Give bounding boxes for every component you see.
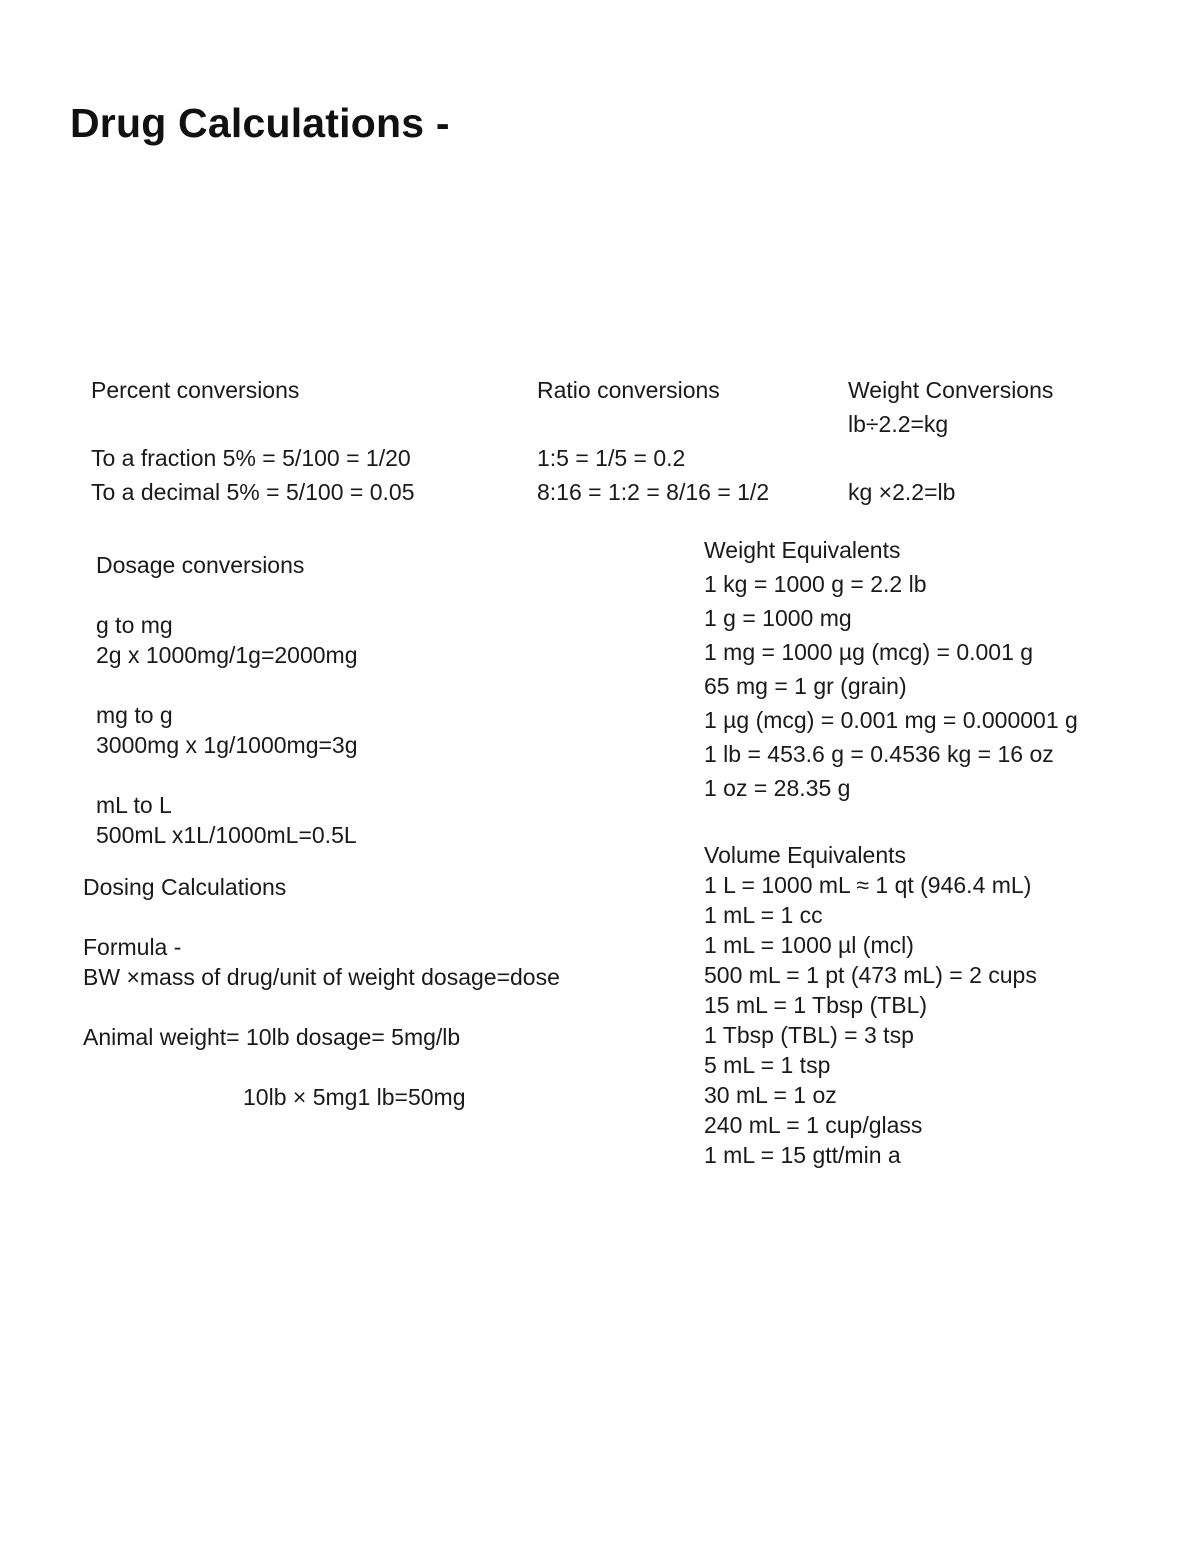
volume-equivalents-section	[704, 840, 1037, 1170]
dosing-calculations-section	[83, 872, 560, 1112]
weight-equivalent-item: 1 g = 1000 mg	[704, 605, 852, 631]
dosing-formula: BW ×mass of drug/unit of weight dosage=dose	[83, 964, 560, 990]
volume-equivalent-item: 1 Tbsp (TBL) = 3 tsp	[704, 1022, 914, 1048]
volume-equivalents-heading: Volume Equivalents	[704, 842, 907, 868]
weight-equivalents-heading: Weight Equivalents	[704, 537, 901, 563]
ratio-conversions-section	[537, 373, 769, 509]
volume-equivalent-item: 1 mL = 15 gtt/min a	[704, 1142, 901, 1168]
dosage-conversions-heading: Dosage conversions	[96, 552, 305, 578]
page-title: Drug Calculations -	[70, 100, 450, 146]
volume-equivalent-item: 5 mL = 1 tsp	[704, 1052, 831, 1078]
percent-to-fraction: To a fraction 5% = 5/100 = 1/20	[91, 445, 411, 471]
ml-to-l-label: mL to L	[96, 792, 172, 818]
lb-to-kg: lb÷2.2=kg	[848, 411, 949, 437]
volume-equivalent-item: 30 mL = 1 oz	[704, 1082, 837, 1108]
weight-equivalent-item: 1 µg (mcg) = 0.001 mg = 0.000001 g	[704, 707, 1078, 733]
ratio-line-1: 1:5 = 1/5 = 0.2	[537, 445, 686, 471]
volume-equivalent-item: 1 mL = 1 cc	[704, 902, 823, 928]
mg-to-g-example: 3000mg x 1g/1000mg=3g	[96, 732, 358, 758]
volume-equivalent-item: 1 L = 1000 mL ≈ 1 qt (946.4 mL)	[704, 872, 1032, 898]
percent-to-decimal: To a decimal 5% = 5/100 = 0.05	[91, 479, 415, 505]
ratio-conversions-heading: Ratio conversions	[537, 377, 720, 403]
weight-equivalent-item: 1 mg = 1000 µg (mcg) = 0.001 g	[704, 639, 1034, 665]
weight-equivalent-item: 65 mg = 1 gr (grain)	[704, 673, 907, 699]
weight-equivalent-item: 1 lb = 453.6 g = 0.4536 kg = 16 oz	[704, 741, 1054, 767]
formula-label: Formula -	[83, 934, 182, 960]
dosing-example: Animal weight= 10lb dosage= 5mg/lb	[83, 1024, 461, 1050]
g-to-mg-example: 2g x 1000mg/1g=2000mg	[96, 642, 358, 668]
volume-equivalent-item: 1 mL = 1000 µl (mcl)	[704, 932, 914, 958]
volume-equivalent-item: 240 mL = 1 cup/glass	[704, 1112, 923, 1138]
mg-to-g-label: mg to g	[96, 702, 173, 728]
volume-equivalent-item: 500 mL = 1 pt (473 mL) = 2 cups	[704, 962, 1037, 988]
percent-conversions-section	[91, 373, 415, 509]
g-to-mg-label: g to mg	[96, 612, 173, 638]
weight-equivalent-item: 1 kg = 1000 g = 2.2 lb	[704, 571, 927, 597]
weight-conversions-heading: Weight Conversions	[848, 377, 1054, 403]
dosage-conversions-section	[96, 550, 358, 850]
kg-to-lb: kg ×2.2=lb	[848, 479, 956, 505]
dosing-calculations-heading: Dosing Calculations	[83, 874, 287, 900]
ml-to-l-example: 500mL x1L/1000mL=0.5L	[96, 822, 357, 848]
volume-equivalent-item: 15 mL = 1 Tbsp (TBL)	[704, 992, 928, 1018]
weight-equivalent-item: 1 oz = 28.35 g	[704, 775, 851, 801]
dosing-result: 10lb × 5mg1 lb=50mg	[243, 1084, 466, 1110]
weight-conversions-section	[848, 373, 1053, 509]
weight-equivalents-section	[704, 533, 1078, 805]
ratio-line-2: 8:16 = 1:2 = 8/16 = 1/2	[537, 479, 770, 505]
percent-conversions-heading: Percent conversions	[91, 377, 300, 403]
